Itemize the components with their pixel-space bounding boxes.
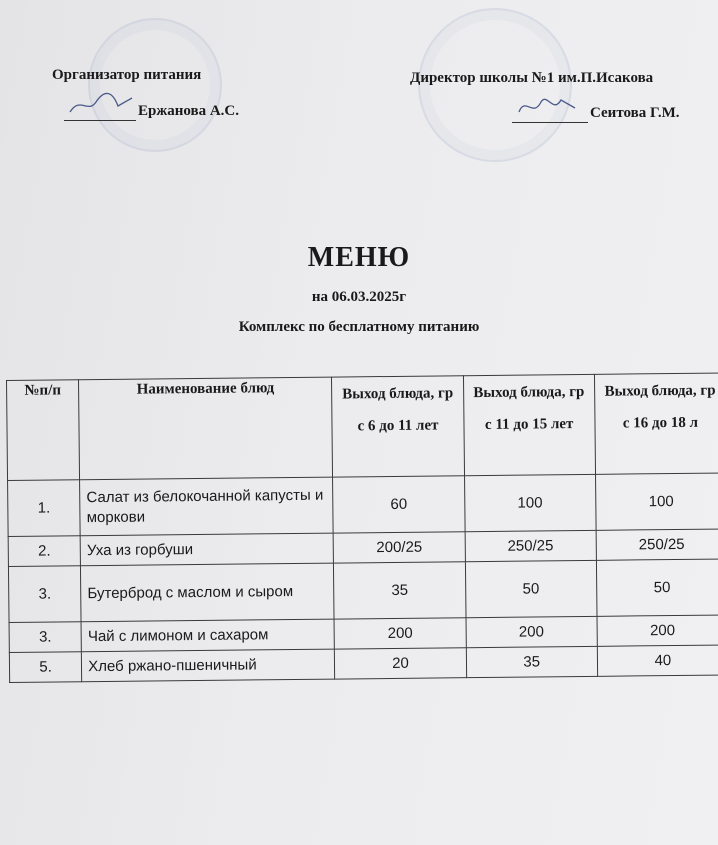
header-dish-name: Наименование блюд [79,377,333,480]
right-signatory-name: Сеитова Г.М. [590,105,680,121]
header-age-range: с 11 до 15 лет [484,416,574,433]
signature-line-left [64,120,136,121]
dish-name: Салат из белокочанной капусты и моркови [80,477,334,536]
stamp-seal-left [88,18,222,152]
output-16-18: 100 [595,473,718,530]
table-row [9,645,718,683]
signature-right [515,88,585,122]
output-6-11: 20 [335,648,466,679]
output-6-11: 200/25 [334,532,465,563]
output-11-15: 250/25 [465,530,596,561]
menu-table [6,372,718,683]
output-11-15: 35 [466,646,597,677]
dish-name: Уха из горбуши [80,533,334,566]
header-number: №п/п [7,380,80,481]
table-row [8,559,718,623]
dish-name: Хлеб ржано-пшеничный [82,649,336,682]
dish-name: Чай с лимоном и сахаром [81,619,335,652]
row-number: 2. [8,536,81,567]
row-number: 3. [8,566,81,623]
header-output-label: Выход блюда, гр [604,382,716,400]
table-row [8,473,718,537]
output-6-11: 200 [334,618,465,649]
menu-date: на 06.03.2025г [311,289,407,305]
output-16-18: 200 [597,615,718,646]
output-6-11: 35 [334,562,466,619]
header-output-label: Выход блюда, гр [473,383,585,402]
output-16-18: 40 [597,645,718,676]
right-approver-title: Директор школы №1 им.П.Исакова [410,70,654,86]
table-header-row [7,373,718,481]
output-11-15: 200 [466,616,597,647]
header-age-range: с 6 до 11 лет [357,417,439,435]
output-16-18: 250/25 [596,529,718,560]
row-number: 3. [9,622,82,653]
row-number: 1. [8,480,81,537]
document-subtitle: Комплекс по бесплатному питанию [238,319,480,335]
dish-name: Бутерброд с маслом и сыром [81,563,335,622]
header-output-11-15 [463,374,595,475]
signature-left [66,86,136,120]
row-number: 5. [9,652,82,683]
signature-line-right [512,122,588,123]
output-6-11: 60 [333,476,465,533]
output-11-15: 50 [465,560,597,617]
output-11-15: 100 [464,474,596,531]
left-signatory-name: Ержанова А.С. [138,103,240,119]
header-age-range: с 16 до 18 л [622,414,699,432]
output-16-18: 50 [596,559,718,616]
left-approver-title: Организатор питания [52,67,202,83]
header-output-16-18 [594,373,718,474]
header-output-label: Выход блюда, гр [342,385,454,403]
document-title: МЕНЮ [307,242,411,273]
header-output-6-11 [332,376,464,477]
